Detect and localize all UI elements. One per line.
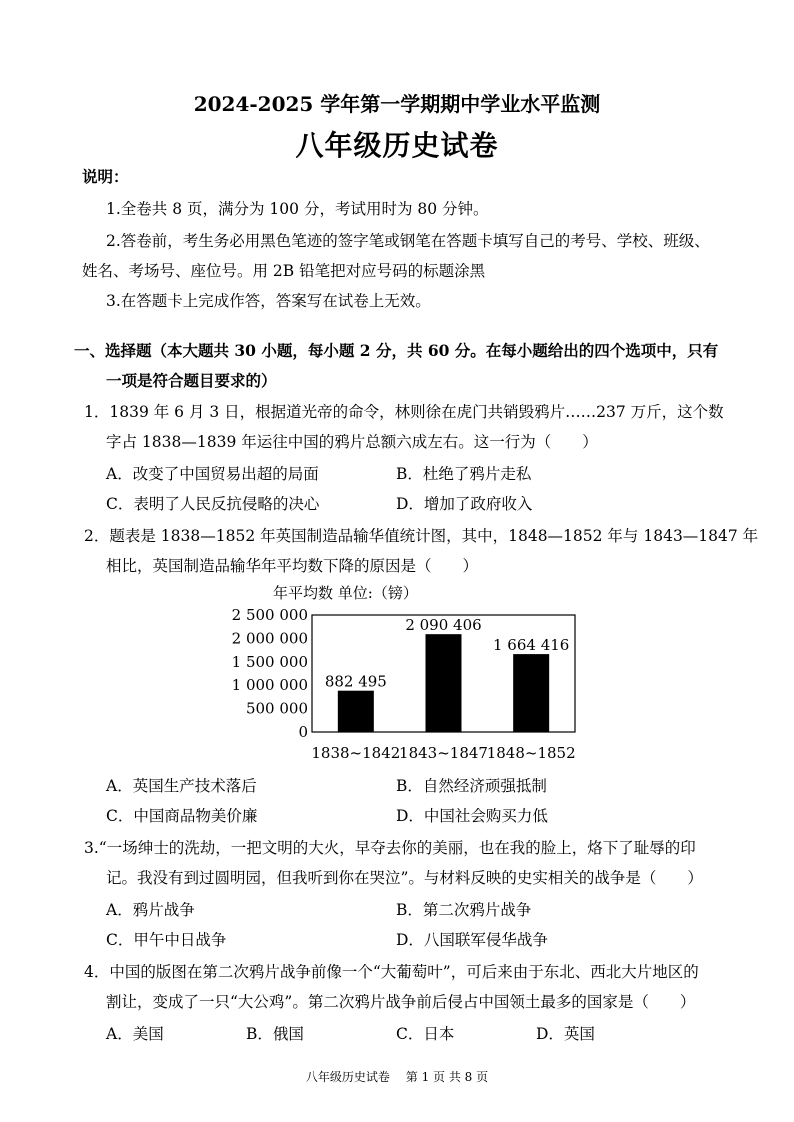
q3-stem-line1: 3.“一场绅士的洗劫，一把文明的大火，早夺去你的美丽，也在我的脸上，烙下了耻辱的印 <box>84 839 696 857</box>
page-footer <box>0 1068 794 1085</box>
q4-stem-line2: 割让，变成了一只“大公鸡”。第二次鸦片战争前后侵占中国领土最多的国家是（ ） <box>106 993 696 1011</box>
q2-stem-line2: 相比，英国制造品输华年平均数下降的原因是（ ） <box>106 557 479 575</box>
q3-stem-line2: 记。我没有到过圆明园，但我听到你在哭泣”。与材料反映的史实相关的战争是（ ） <box>106 869 703 887</box>
y-tick-label: 2 000 000 <box>231 629 308 648</box>
chart-title: 年平均数 单位:（镑） <box>273 584 418 602</box>
q2-option-b: B．自然经济顽强抵制 <box>396 777 547 795</box>
y-tick-label: 0 <box>298 723 308 741</box>
q2-option-c: C．中国商品物美价廉 <box>106 807 258 825</box>
q4-option-a: A．美国 <box>106 1025 164 1043</box>
x-tick-label: 1843~1847 <box>399 744 488 762</box>
q1-option-d: D．增加了政府收入 <box>396 495 533 513</box>
instruction-2-line1: 2.答卷前，考生务必用黑色笔迹的签字笔或钢笔在答题卡填写自己的考号、学校、班级、 <box>106 232 710 250</box>
instruction-3: 3.在答题卡上完成作答，答案写在试卷上无效。 <box>106 292 431 310</box>
q3-option-c: C．甲午中日战争 <box>106 931 227 949</box>
q4-option-c: C．日本 <box>396 1025 455 1043</box>
q3-option-a: A．鸦片战争 <box>106 901 195 919</box>
q3-option-b: B．第二次鸦片战争 <box>396 901 532 919</box>
exam-subtitle: 八年级历史试卷 <box>295 129 499 162</box>
q2-stem-line1: 2．题表是 1838—1852 年英国制造品输华值统计图，其中，1848—1852 年与 1843—1847 年 <box>84 527 759 545</box>
q4-option-b: B．俄国 <box>246 1025 304 1043</box>
footer-page-number: 第 1 页 共 8 页 <box>405 1070 489 1084</box>
x-tick-label: 1838~1842 <box>311 744 401 762</box>
q1-option-c: C．表明了人民反抗侵略的决心 <box>106 495 320 513</box>
q4-option-d: D．英国 <box>536 1025 595 1043</box>
bar-value-label: 1 664 416 <box>492 636 570 655</box>
y-tick-label: 500 000 <box>245 699 308 718</box>
q1-stem-line2: 字占 1838—1839 年运往中国的鸦片总额六成左右。这一行为（ ） <box>106 433 598 451</box>
exam-title: 2024-2025 学年第一学期期中学业水平监测 <box>193 92 601 116</box>
export-value-bar-chart <box>225 580 595 770</box>
bar-value-label: 2 090 406 <box>405 616 482 635</box>
q3-option-d: D．八国联军侵华战争 <box>396 931 548 949</box>
instruction-1: 1.全卷共 8 页，满分为 100 分，考试用时为 80 分钟。 <box>106 200 489 218</box>
q2-option-d: D．中国社会购买力低 <box>396 807 548 825</box>
section1-heading-line2: 一项是符合题目要求的） <box>106 371 277 390</box>
y-tick-label: 2 500 000 <box>231 606 308 624</box>
instructions-heading: 说明： <box>82 167 129 186</box>
bar-value-label: 882 495 <box>324 672 387 691</box>
bar <box>513 654 549 732</box>
x-tick-label: 1848~1852 <box>486 744 576 762</box>
y-tick-label: 1 000 000 <box>231 676 308 695</box>
section1-heading-line1: 一、选择题（本大题共 30 小题，每小题 2 分，共 60 分。在每小题给出的四个选项中，只有 <box>74 341 719 360</box>
q1-stem-line1: 1．1839 年 6 月 3 日，根据道光帝的命令，林则徐在虎门共销毁鸦片……237 万斤，这个数 <box>84 403 724 421</box>
q1-option-b: B．杜绝了鸦片走私 <box>396 465 532 483</box>
instruction-2-line2: 姓名、考场号、座位号。用 2B 铅笔把对应号码的标题涂黑 <box>82 262 486 280</box>
q1-option-a: A．改变了中国贸易出超的局面 <box>106 465 319 483</box>
q4-stem-line1: 4．中国的版图在第二次鸦片战争前像一个“大葡萄叶”，可后来由于东北、西北大片地区的 <box>84 963 699 981</box>
bar <box>338 691 374 732</box>
y-tick-label: 1 500 000 <box>231 652 308 671</box>
bar <box>426 634 462 732</box>
footer-exam-name: 八年级历史试卷 <box>305 1070 390 1084</box>
q2-option-a: A．英国生产技术落后 <box>106 777 257 795</box>
